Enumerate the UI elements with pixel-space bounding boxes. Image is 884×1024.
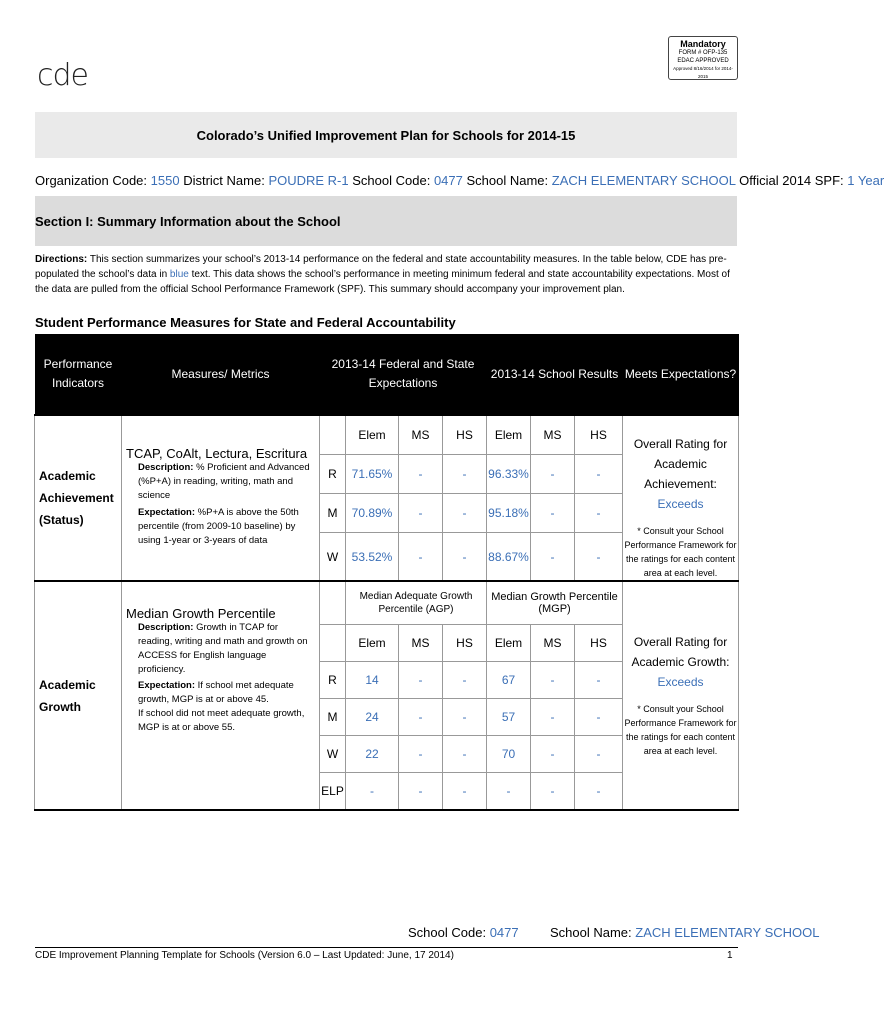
expectation-label: Expectation: xyxy=(138,507,196,518)
result-elem: 57 xyxy=(487,699,531,736)
stamp-title: Mandatory xyxy=(680,39,726,49)
subheader-ms: MS xyxy=(399,625,443,662)
footer-school-code-value: 0477 xyxy=(489,925,519,940)
page-number: 1 xyxy=(727,950,733,961)
measure-achievement-description xyxy=(126,461,315,503)
result-ms: - xyxy=(531,773,575,811)
subheader-hs: HS xyxy=(575,415,623,455)
organization-line xyxy=(35,173,884,188)
measure-achievement-title: TCAP, CoAlt, Lectura, Escritura xyxy=(126,446,308,461)
section-header xyxy=(35,196,737,246)
result-ms: - xyxy=(531,533,575,581)
district-value: POUDRE R-1 xyxy=(268,173,349,188)
subheader-elem: Elem xyxy=(346,415,399,455)
expectation-elem: 22 xyxy=(346,736,399,773)
school-name-value: ZACH ELEMENTARY SCHOOL xyxy=(551,173,736,188)
growth-rating-note: * Consult your School Performance Framework for the ratings for each content area at each level. xyxy=(624,704,737,756)
result-elem: 67 xyxy=(487,662,531,699)
footer-template-note: CDE Improvement Planning Template for Schools (Version 6.0 – Last Updated: June, 17 2014) xyxy=(35,950,454,961)
directions-blue-word: blue xyxy=(169,269,189,280)
subheader-ms: MS xyxy=(531,625,575,662)
subject-label: W xyxy=(320,533,346,581)
header-expectations: 2013-14 Federal and State Expectations xyxy=(320,334,487,415)
school-code-value: 0477 xyxy=(433,173,463,188)
expectation-hs: - xyxy=(443,662,487,699)
school-code-label: School Code: xyxy=(352,173,431,188)
description-label: Description: xyxy=(138,462,194,473)
expectation-hs: - xyxy=(443,494,487,533)
expectation-text: %P+A is above the 50th percentile (from 2009-10 baseline) by using 1-year or 3-years of data xyxy=(138,507,299,546)
expectation-elem: 71.65% xyxy=(346,455,399,494)
stamp-approved: Approved 8/16/2014 for 2014-2015 xyxy=(673,66,733,79)
cde-logo: cde xyxy=(37,58,88,93)
table-title: Student Performance Measures for State and Federal Accountability xyxy=(35,315,456,330)
expectation-ms: - xyxy=(399,455,443,494)
expectation-hs: - xyxy=(443,736,487,773)
achievement-rating-value: Exceeds xyxy=(657,497,704,511)
result-hs: - xyxy=(575,533,623,581)
expectation-elem: 24 xyxy=(346,699,399,736)
result-elem: 88.67% xyxy=(487,533,531,581)
subheader-elem: Elem xyxy=(487,625,531,662)
page-title-bar xyxy=(35,112,737,158)
indicator-academic-growth: Academic Growth xyxy=(35,581,122,810)
header-measures-metrics: Measures/ Metrics xyxy=(122,334,320,415)
result-ms: - xyxy=(531,455,575,494)
header-school-results: 2013-14 School Results xyxy=(487,334,623,415)
result-ms: - xyxy=(531,699,575,736)
result-ms: - xyxy=(531,662,575,699)
subheader-elem: Elem xyxy=(346,625,399,662)
performance-table xyxy=(34,334,739,811)
result-hs: - xyxy=(575,736,623,773)
result-elem: 70 xyxy=(487,736,531,773)
expectation-ms: - xyxy=(399,533,443,581)
expectation-ms: - xyxy=(399,494,443,533)
subheader-ms: MS xyxy=(531,415,575,455)
growth-rating-value: Exceeds xyxy=(657,675,704,689)
subject-label: M xyxy=(320,699,346,736)
expectation-elem: - xyxy=(346,773,399,811)
footer-school-name-label: School Name: xyxy=(550,925,632,940)
measure-growth xyxy=(122,581,320,810)
measure-growth-expectation xyxy=(126,679,315,707)
footer-school-code xyxy=(408,925,519,940)
result-hs: - xyxy=(575,662,623,699)
description-label: Description: xyxy=(138,622,194,633)
expectation-elem: 53.52% xyxy=(346,533,399,581)
footer-school-code-label: School Code: xyxy=(408,925,487,940)
header-performance-indicators: Performance Indicators xyxy=(35,334,122,415)
expectation-ms: - xyxy=(399,736,443,773)
expectation-ms: - xyxy=(399,773,443,811)
expectation-elem: 14 xyxy=(346,662,399,699)
expectation-hs: - xyxy=(443,699,487,736)
subject-label: R xyxy=(320,662,346,699)
footer-school-name xyxy=(550,925,820,940)
expectation-ms: - xyxy=(399,662,443,699)
subject-label: W xyxy=(320,736,346,773)
stamp-form: FORM # OFP-135 xyxy=(678,50,728,56)
page-title: Colorado’s Unified Improvement Plan for Schools for 2014-15 xyxy=(196,127,576,143)
subject-label: M xyxy=(320,494,346,533)
measure-growth-expectation-2: If school did not meet adequate growth, MGP is at or above 55. xyxy=(138,708,305,733)
expectation-ms: - xyxy=(399,699,443,736)
growth-rating-label: Overall Rating for Academic Growth: xyxy=(631,635,730,669)
subheader-hs: HS xyxy=(443,415,487,455)
expectation-hs: - xyxy=(443,533,487,581)
school-name-label: School Name: xyxy=(466,173,549,188)
result-ms: - xyxy=(531,494,575,533)
measure-growth-title: Median Growth Percentile xyxy=(126,606,276,621)
result-hs: - xyxy=(575,699,623,736)
expectation-hs: - xyxy=(443,455,487,494)
agp-header: Median Adequate Growth Percentile (AGP) xyxy=(346,581,487,625)
subject-label: R xyxy=(320,455,346,494)
section-title: Section I: Summary Information about the School xyxy=(35,213,341,229)
achievement-rating-note: * Consult your School Performance Framework for the ratings for each content area at each level. xyxy=(624,526,737,578)
subheader-elem: Elem xyxy=(487,415,531,455)
achievement-rating-label: Overall Rating for Academic Achievement: xyxy=(633,437,728,491)
expectation-elem: 70.89% xyxy=(346,494,399,533)
org-code-value: 1550 xyxy=(150,173,180,188)
subheader-ms: MS xyxy=(399,415,443,455)
result-hs: - xyxy=(575,494,623,533)
expectation-label: Expectation: xyxy=(138,680,196,691)
directions-text-1: This section summarizes your school’s 2013-14 performance on the federal and state accountability measures. In the table below, CDE has pre-populated the school’s data in xyxy=(35,254,727,280)
stamp-edac: EDAC APPROVED xyxy=(677,58,729,64)
result-elem: 96.33% xyxy=(487,455,531,494)
spf-value: 1 Year xyxy=(847,173,884,188)
result-elem: - xyxy=(487,773,531,811)
result-hs: - xyxy=(575,455,623,494)
measure-growth-description xyxy=(126,621,315,677)
district-label: District Name: xyxy=(183,173,265,188)
description-text: Growth in TCAP for reading, writing and math and growth on ACCESS for English language proficiency. xyxy=(138,622,308,675)
footer-divider xyxy=(35,947,738,948)
subheader-hs: HS xyxy=(575,625,623,662)
measure-achievement-expectation xyxy=(126,506,315,548)
mgp-header: Median Growth Percentile (MGP) xyxy=(487,581,623,625)
subject-label: ELP xyxy=(320,773,346,811)
result-elem: 95.18% xyxy=(487,494,531,533)
spf-label: Official 2014 SPF: xyxy=(739,173,844,188)
result-hs: - xyxy=(575,773,623,811)
mandatory-stamp xyxy=(668,36,738,80)
directions-label: Directions: xyxy=(35,254,88,265)
result-ms: - xyxy=(531,736,575,773)
expectation-text: If school met adequate growth, MGP is at or above 45. xyxy=(138,680,294,705)
growth-rating xyxy=(623,581,739,810)
measure-achievement xyxy=(122,415,320,581)
indicator-academic-achievement: Academic Achievement (Status) xyxy=(35,415,122,581)
directions-text-2: text. This data shows the school’s performance in meeting minimum federal and state accountability expectations. Most of the data are pulled from the official School Performance Framework (SPF). This summary should accompany your improvement plan. xyxy=(35,269,730,295)
subheader-hs: HS xyxy=(443,625,487,662)
header-meets-expectations: Meets Expectations? xyxy=(623,334,739,415)
description-text: % Proficient and Advanced (%P+A) in reading, writing, math and science xyxy=(138,462,310,501)
expectation-hs: - xyxy=(443,773,487,811)
org-code-label: Organization Code: xyxy=(35,173,148,188)
footer-school-name-value: ZACH ELEMENTARY SCHOOL xyxy=(635,925,820,940)
achievement-rating xyxy=(623,415,739,581)
directions-paragraph xyxy=(35,252,740,297)
